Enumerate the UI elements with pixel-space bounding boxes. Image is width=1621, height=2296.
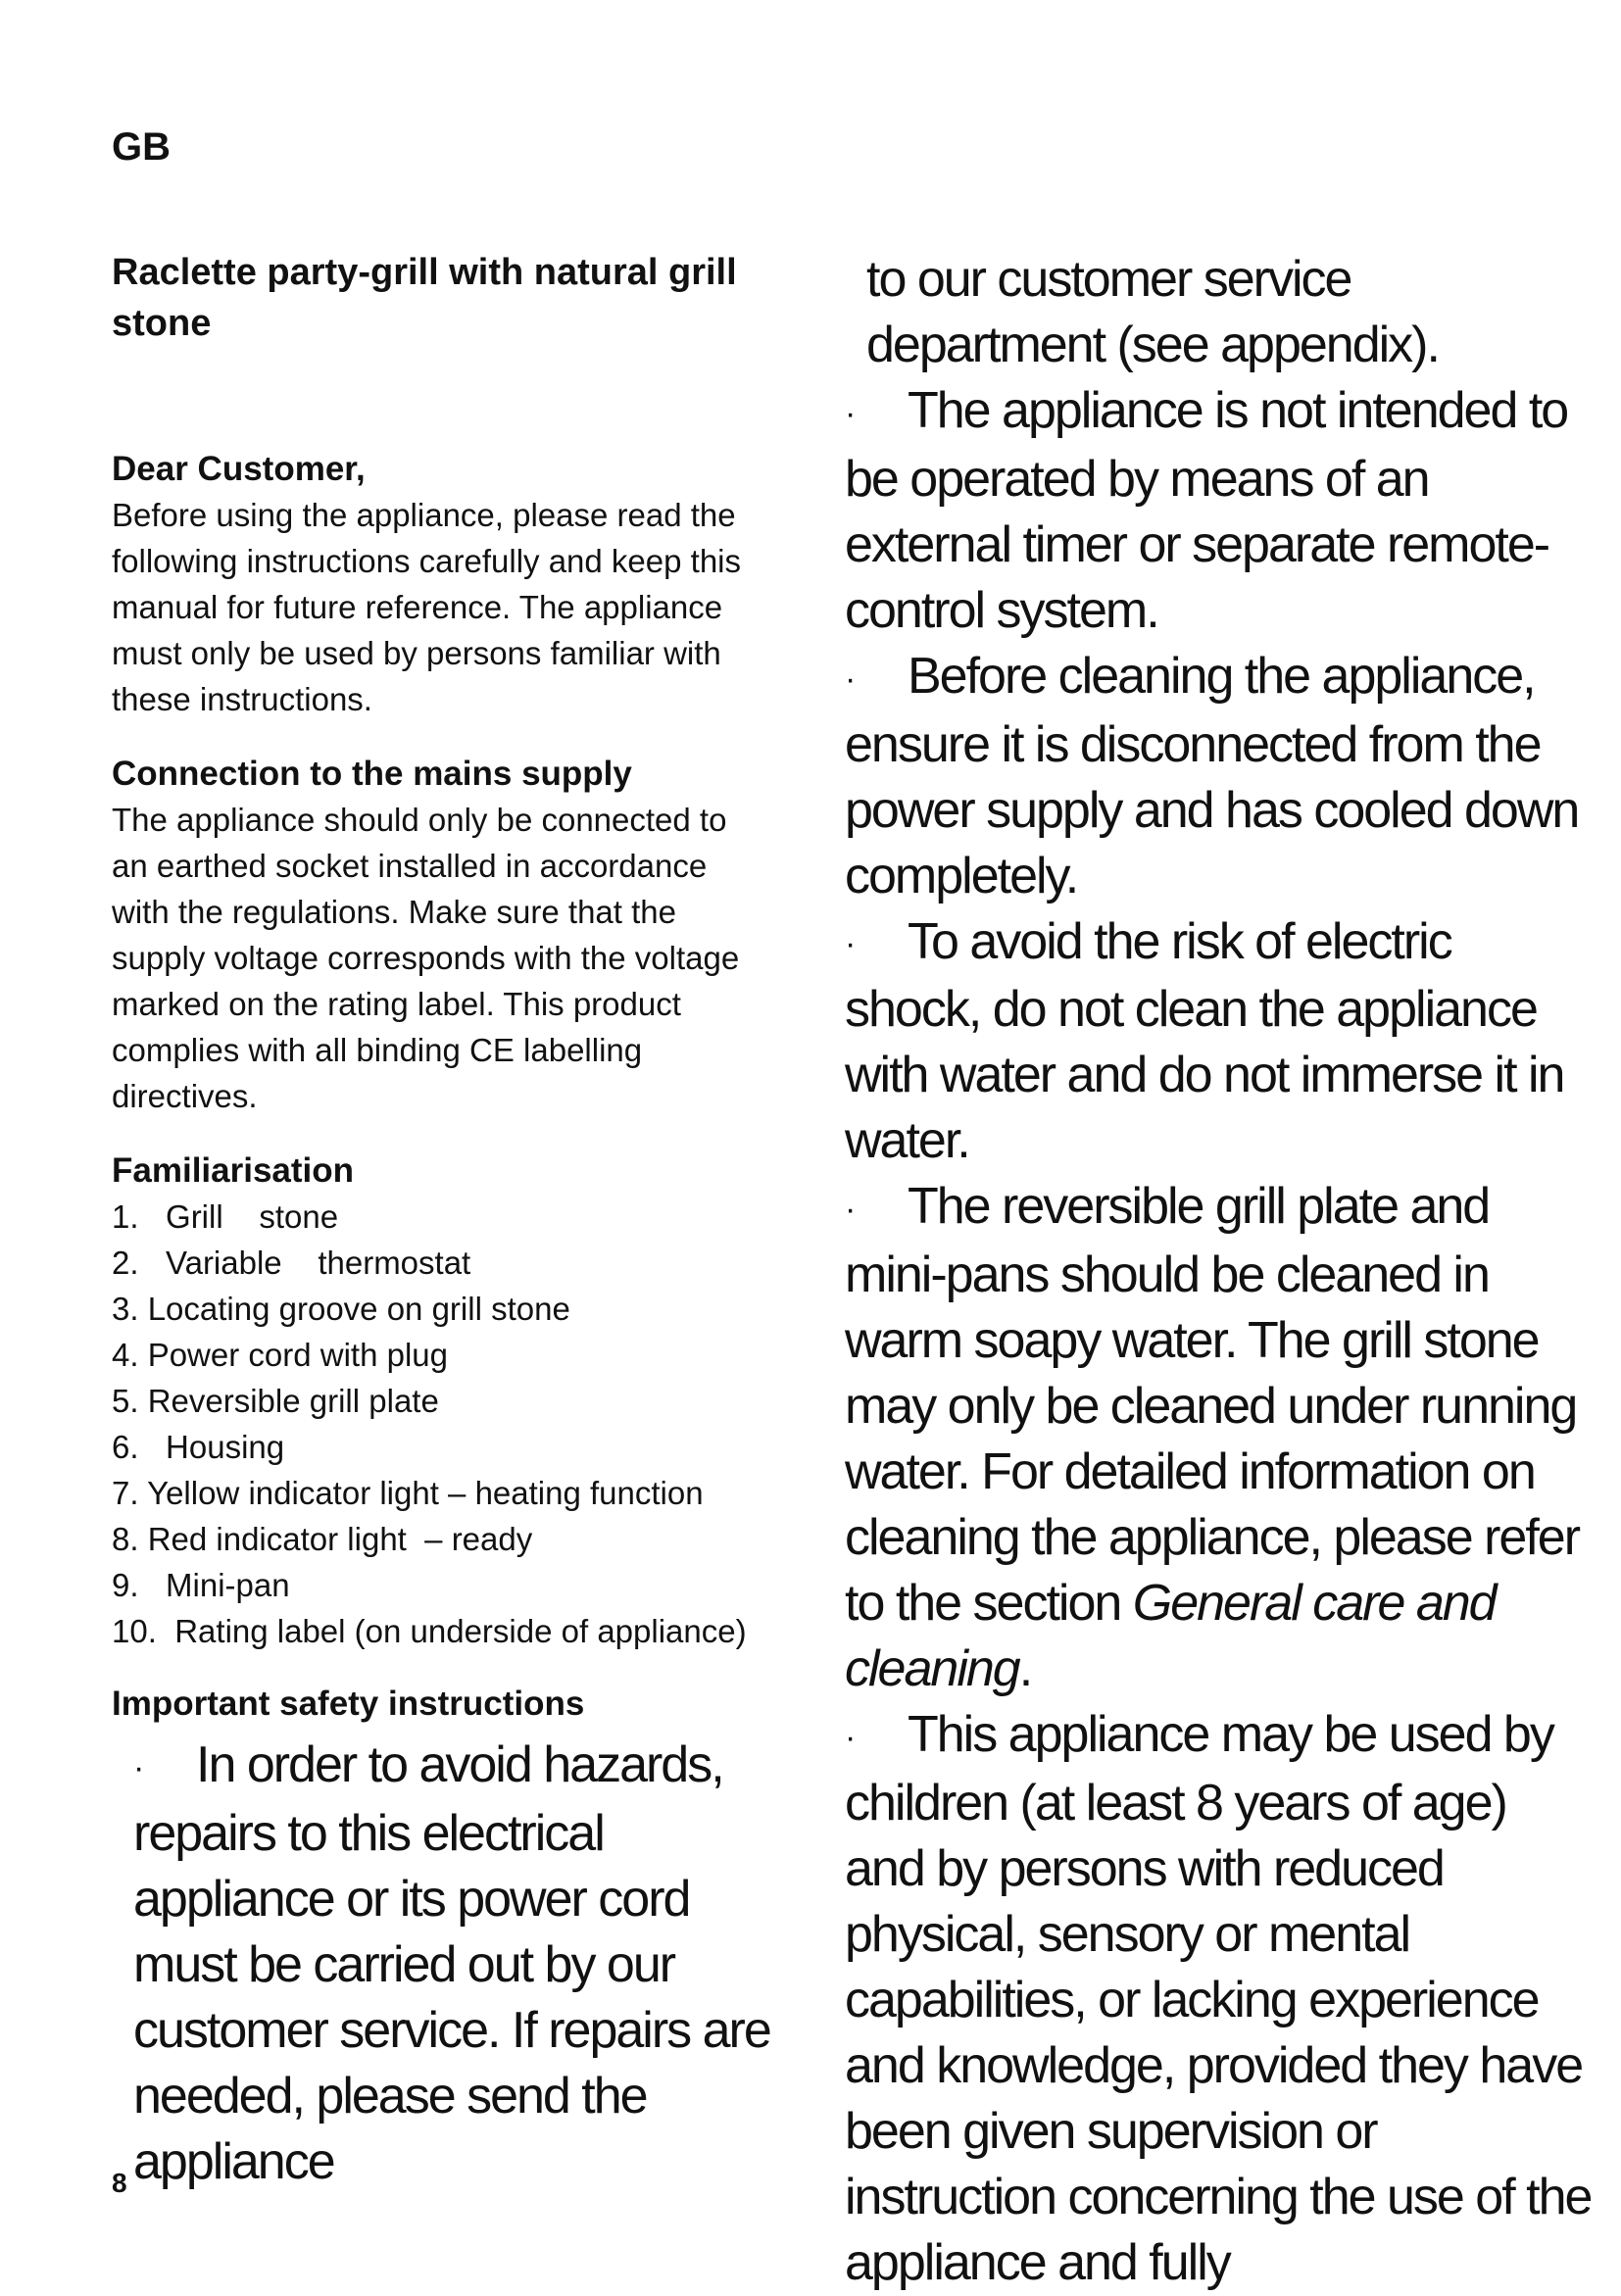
safety-item-text: The appliance is not intended to be operated by means of an external timer or separate remote-control system. xyxy=(845,382,1568,639)
page-number: 8 xyxy=(112,2168,127,2198)
bullet-icon: · xyxy=(845,1191,855,1229)
bullet-icon: · xyxy=(845,394,855,432)
page-title: Raclette party-grill with natural grill stone xyxy=(112,252,737,344)
intro-text: Before using the appliance, please read the following instructions carefully and keep this manual for future reference. The appliance must only be used by persons familiar with these instructions. xyxy=(112,497,742,717)
parts-list xyxy=(112,1194,798,1654)
safety-item-text: The reversible grill plate and mini-pans should be cleaned in warm soapy water. The grill stone may only be cleaned under running water. For detailed information on cleaning the appliance, please refer to the section xyxy=(845,1178,1580,1633)
list-item: 8. Red indicator light – ready xyxy=(112,1521,533,1557)
safety-item-text-end: . xyxy=(1018,1640,1032,1698)
safety-item-text: to our customer service department (see appendix). xyxy=(866,251,1439,373)
list-item: 10. Rating label (on underside of appliance) xyxy=(112,1613,747,1649)
left-column xyxy=(112,247,798,2195)
section-reference: General care and cleaning xyxy=(845,1575,1496,1698)
greeting-heading: Dear Customer, xyxy=(112,450,366,488)
list-item: 3. Locating groove on grill stone xyxy=(112,1291,570,1327)
language-code: GB xyxy=(112,125,171,169)
safety-item-text: To avoid the risk of electric shock, do not clean the appliance with water and do not immerse it in water. xyxy=(845,912,1564,1170)
bullet-icon: · xyxy=(845,659,855,698)
familiarisation-heading: Familiarisation xyxy=(112,1151,355,1190)
list-item: 5. Reversible grill plate xyxy=(112,1383,439,1419)
list-item xyxy=(845,644,1592,909)
safety-heading: Important safety instructions xyxy=(112,1685,585,1723)
safety-item-text: Before cleaning the appliance, ensure it is disconnected from the power supply and has cooled down completely. xyxy=(845,647,1579,904)
list-item: 9. Mini-pan xyxy=(112,1567,290,1603)
safety-item-text: This appliance may be used by children (at least 8 years of age) and by persons with reduced physical, sensory or mental capabilities, or lacking experience and knowledge, provided they have been given supervision or instruction concerning the use of the appliance and fully xyxy=(845,1706,1592,2291)
list-item: 1. Grill stone xyxy=(112,1198,339,1235)
list-item: 6. Housing xyxy=(112,1429,285,1465)
right-column xyxy=(845,247,1592,2296)
safety-list-right xyxy=(845,247,1592,2296)
list-item xyxy=(845,1174,1592,1702)
list-item xyxy=(866,247,1592,378)
connection-heading: Connection to the mains supply xyxy=(112,755,632,793)
list-item: 7. Yellow indicator light – heating function xyxy=(112,1475,704,1511)
safety-list-left xyxy=(112,1733,798,2195)
list-item xyxy=(845,378,1592,644)
list-item: 4. Power cord with plug xyxy=(112,1337,449,1373)
bullet-icon: · xyxy=(845,1718,855,1756)
bullet-icon: · xyxy=(845,925,855,963)
bullet-icon: · xyxy=(133,1748,143,1786)
connection-text: The appliance should only be connected to an earthed socket installed in accordance with the regulations. Make sure that the supply voltage corresponds with the voltage marked on the rating label. This product complies with all binding CE labelling directives. xyxy=(112,802,740,1114)
safety-item-text: In order to avoid hazards, repairs to this electrical appliance or its power cord must be carried out by our customer service. If repairs are needed, please send the appliance xyxy=(133,1736,770,2190)
list-item xyxy=(845,1702,1592,2296)
list-item xyxy=(133,1733,798,2195)
list-item: 2. Variable thermostat xyxy=(112,1245,471,1281)
list-item xyxy=(845,909,1592,1175)
